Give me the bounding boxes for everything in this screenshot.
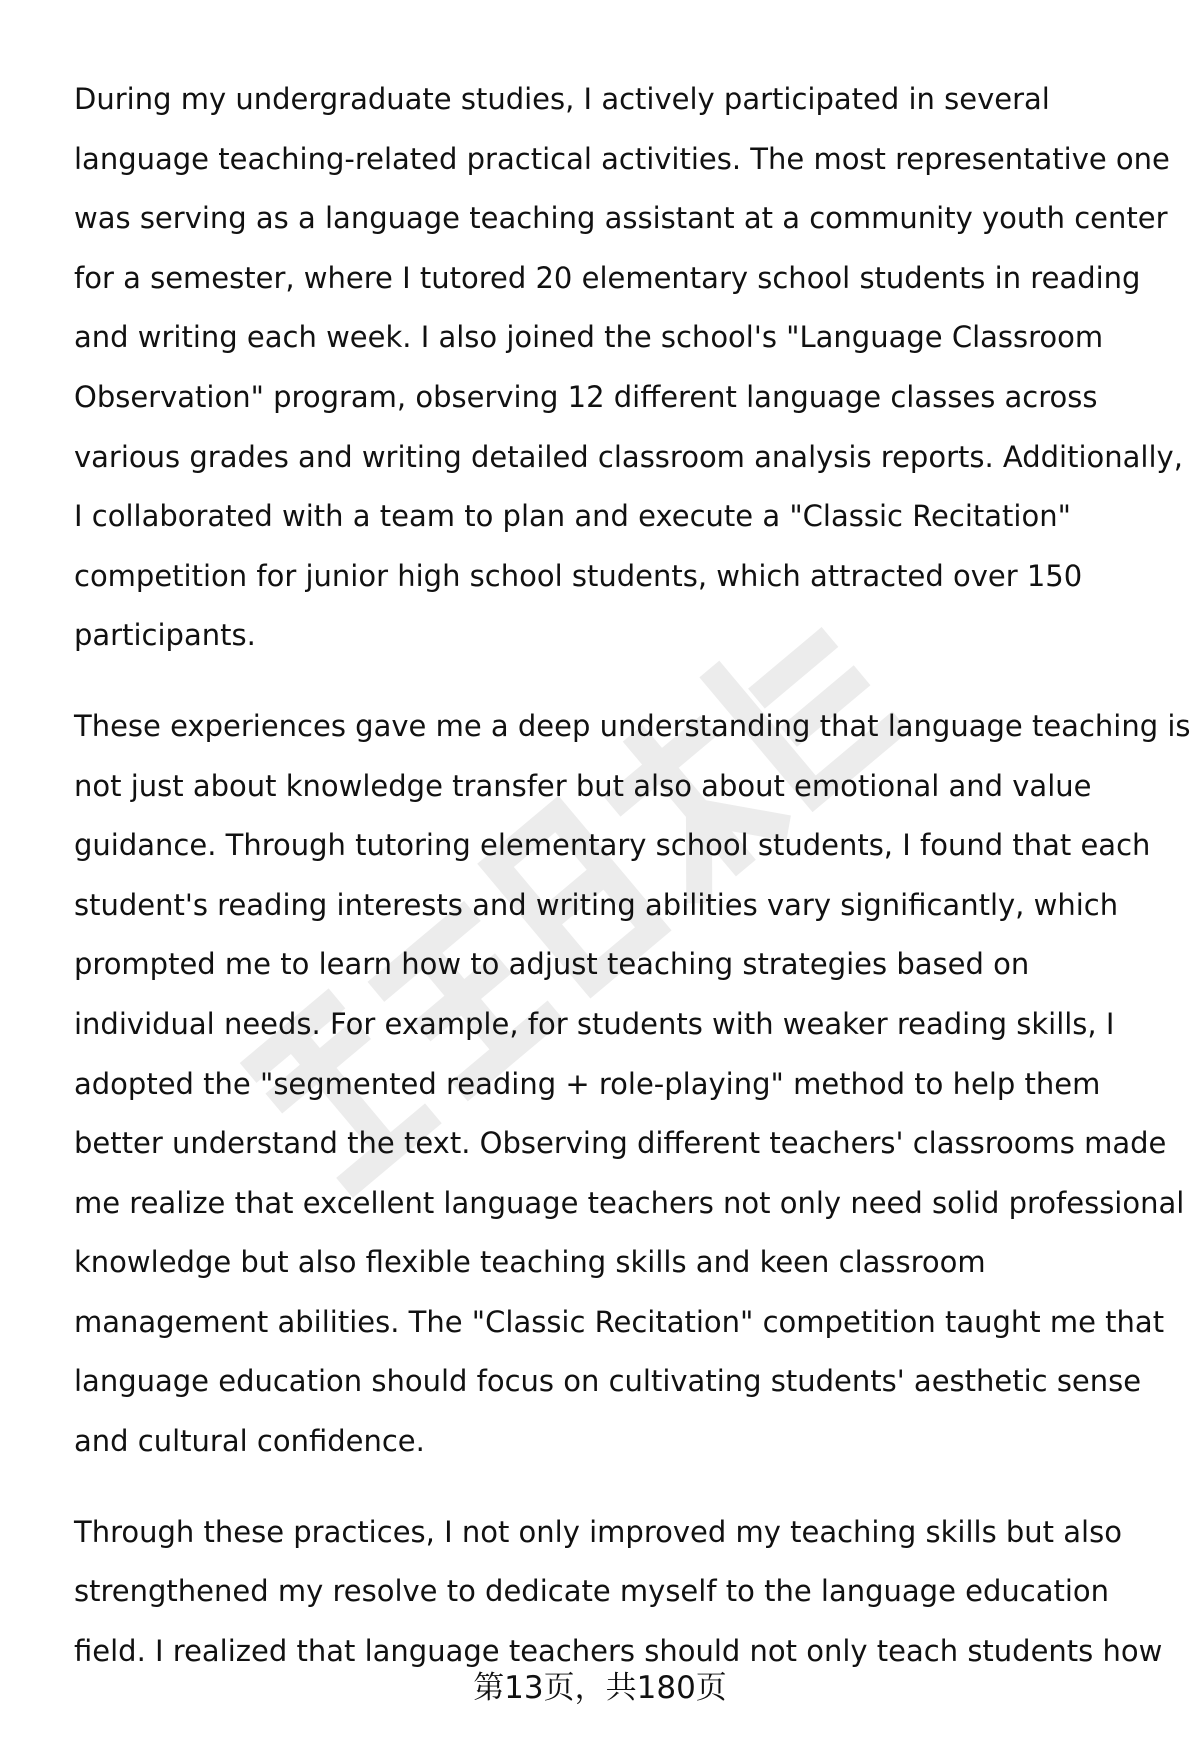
text-line: field. I realized that language teachers should not only teach students how [74,1633,1163,1668]
paragraph-2 [74,697,1191,1472]
text-line: not just about knowledge transfer but also about emotional and value [74,768,1092,803]
text-line: These experiences gave me a deep understanding that language teaching is [74,708,1191,743]
text-line: competition for junior high school students, which attracted over 150 [74,558,1083,593]
text-line: student's reading interests and writing abilities vary significantly, which [74,887,1119,922]
text-line: guidance. Through tutoring elementary school students, I found that each [74,828,1151,863]
text-line: management abilities. The "Classic Recitation" competition taught me that [74,1304,1165,1339]
text-line: for a semester, where I tutored 20 elementary school students in reading [74,260,1141,295]
text-line: better understand the text. Observing different teachers' classrooms made [74,1126,1167,1161]
text-line: adopted the "segmented reading + role-playing" method to help them [74,1066,1101,1101]
text-line: prompted me to learn how to adjust teaching strategies based on [74,947,1030,982]
paragraph-3 [74,1503,1163,1682]
text-line: Observation" program, observing 12 different language classes across [74,379,1098,414]
text-line: language teaching-related practical activities. The most representative one [74,141,1170,176]
text-line: Through these practices, I not only improved my teaching skills but also [74,1514,1122,1549]
text-line: language education should focus on cultivating students' aesthetic sense [74,1364,1142,1399]
page-number-footer: 第13页，共180页 [473,1670,727,1706]
text-line: knowledge but also flexible teaching skills and keen classroom [74,1245,986,1280]
paragraph-1 [74,70,1183,666]
text-line: strengthened my resolve to dedicate myself to the language education [74,1574,1110,1609]
text-line: I collaborated with a team to plan and execute a "Classic Recitation" [74,499,1071,534]
text-line: individual needs. For example, for students with weaker reading skills, I [74,1006,1115,1041]
text-line: was serving as a language teaching assistant at a community youth center [74,201,1168,236]
text-line: and writing each week. I also joined the school's "Language Classroom [74,320,1104,355]
text-line: me realize that excellent language teachers not only need solid professional [74,1185,1185,1220]
text-line: and cultural confidence. [74,1424,425,1459]
document-body [74,70,1191,1712]
text-line: participants. [74,618,256,653]
text-line: During my undergraduate studies, I actively participated in several [74,82,1050,116]
text-line: various grades and writing detailed classroom analysis reports. Additionally, [74,439,1183,474]
